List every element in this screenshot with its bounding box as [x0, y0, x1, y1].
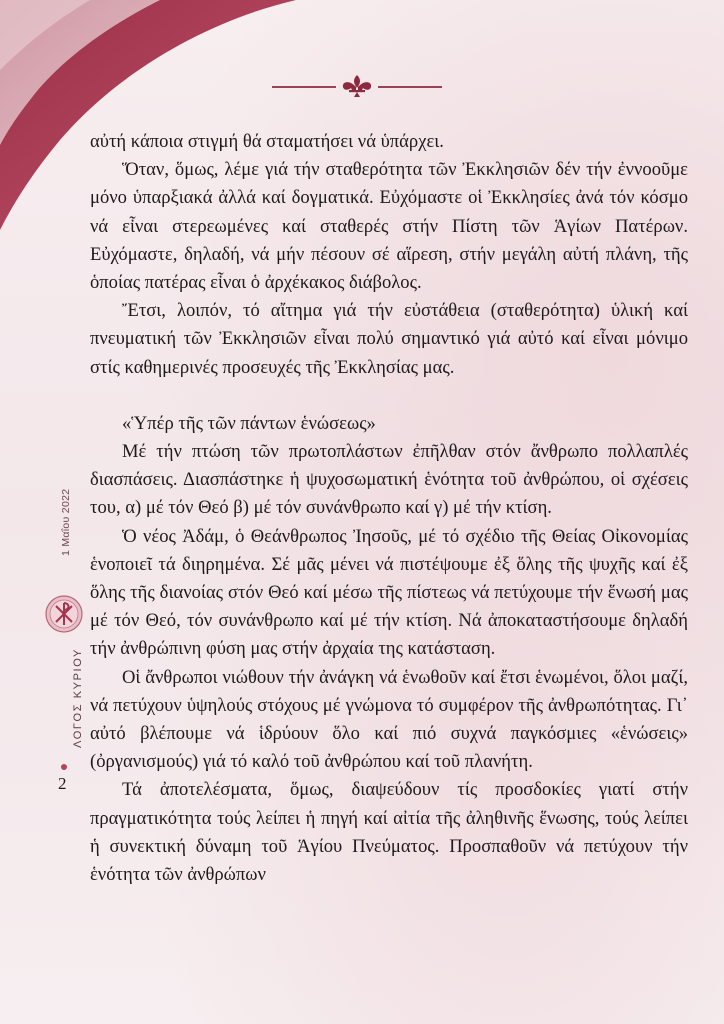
article-paragraph: αὐτή κάποια στιγμή θά σταματήσει νά ὑπάρχει.	[90, 131, 444, 152]
article-paragraph: Οἱ ἄνθρωποι νιώθουν τήν ἀνάγκη νά ἑνωθοῦν καί ἔτσι ἑνωμένοι, ὅλοι μαζί, νά πετύχουν ὑψηλούς στόχους μέ γνώμονα τό συμφέρον τῆς ἀνθρωπότητας. Γι᾽ αὐτό βλέπουμε νά ἱδρύουν ὅλο καί πιό συχνά παγκόσμιες «ἑνώσεις» (ὀργανισμούς) γιά τό καλό τοῦ ἀνθρώπου καί τοῦ πλανήτη.	[90, 666, 688, 773]
fleur-de-lis-divider-icon	[272, 74, 442, 98]
chi-rho-emblem-icon	[44, 594, 84, 634]
article-paragraph: Ἔτσι, λοιπόν, τό αἴτημα γιά τήν εὐστάθεια (σταθερότητα) ὑλική καί πνευματική τῶν Ἐκκλησιῶν εἶναι πολύ σημαντικό γιά αὐτό καί εἶναι μόνιμο στίς καθημερινές προσευχές τῆς Ἐκκλησίας μας.	[90, 300, 688, 378]
section-heading: «Ὑπέρ τῆς τῶν πάντων ἑνώσεως»	[122, 412, 376, 434]
article-paragraph: Ὁ νέος Ἀδάμ, ὁ Θεάνθρωπος Ἰησοῦς, μέ τό σχέδιο τῆς Θείας Οἰκονομίας ἑνοποιεῖ τά διηρημένα. Σέ μᾶς μένει νά πιστέψουμε ἐξ ὅλης τῆς ψυχῆς καί ἐξ ὅλης τῆς διανοίας στόν Θεό καί μέσω τῆς πίστεως νά πετύχουμε τήν ἕνωσή μας μέ τόν Θεό, τόν συνάνθρωπο καί μέ τήν κτίση. Νά ἀποκαταστήσουμε δηλαδή τήν ἀνθρώπινη φύση μας στήν ἀρχαία της κατάσταση.	[90, 525, 688, 660]
issue-date: 1 Μαΐου 2022	[60, 488, 72, 556]
paragraph-spacer	[90, 382, 688, 410]
article-paragraph: Τά ἀποτελέσματα, ὅμως, διαψεύδουν τίς προσδοκίες γιατί στήν πραγματικότητα τούς λείπει ἡ πηγή καί αἰτία τῆς ἀληθινῆς ἕνωσης, τούς λείπει ἡ συνεκτική δύναμη τοῦ Ἁγίου Πνεύματος. Προσπαθοῦν νά πετύχουν τήν ἑνότητα τῶν ἀνθρώπων	[90, 779, 688, 886]
page-number: 2	[58, 774, 67, 793]
article-paragraph: Μέ τήν πτώση τῶν πρωτοπλάστων ἐπῆλθαν στόν ἄνθρωπο πολλαπλές διασπάσεις. Διασπάστηκε ἡ ψυχοσωματική ἑνότητα τοῦ ἀνθρώπου, οἱ σχέσεις του, α) μέ τόν Θεό β) μέ τόν συνάνθρωπο καί γ) μέ τήν κτίση.	[90, 441, 688, 519]
article-body	[90, 128, 688, 889]
separator-dot-icon	[61, 764, 67, 770]
publication-title: ΛΟΓΟΣ ΚΥΡΙΟΥ	[72, 648, 84, 748]
article-paragraph: Ὅταν, ὅμως, λέμε γιά τήν σταθερότητα τῶν Ἐκκλησιῶν δέν τήν ἐννοοῦμε μόνο ὑπαρξιακά ἀλλά καί δογματικά. Εὐχόμαστε οἱ Ἐκκλησίες ἀνά τόν κόσμο νά εἶναι στερεωμένες καί σταθερές στήν Πίστη τῶν Ἁγίων Πατέρων. Εὐχόμαστε, δηλαδή, νά μήν πέσουν σέ αἵρεση, στήν μεγάλη αὐτή πλάνη, τῆς ὁποίας πατέρας εἶναι ὁ ἀρχέκακος διάβολος.	[90, 159, 688, 294]
